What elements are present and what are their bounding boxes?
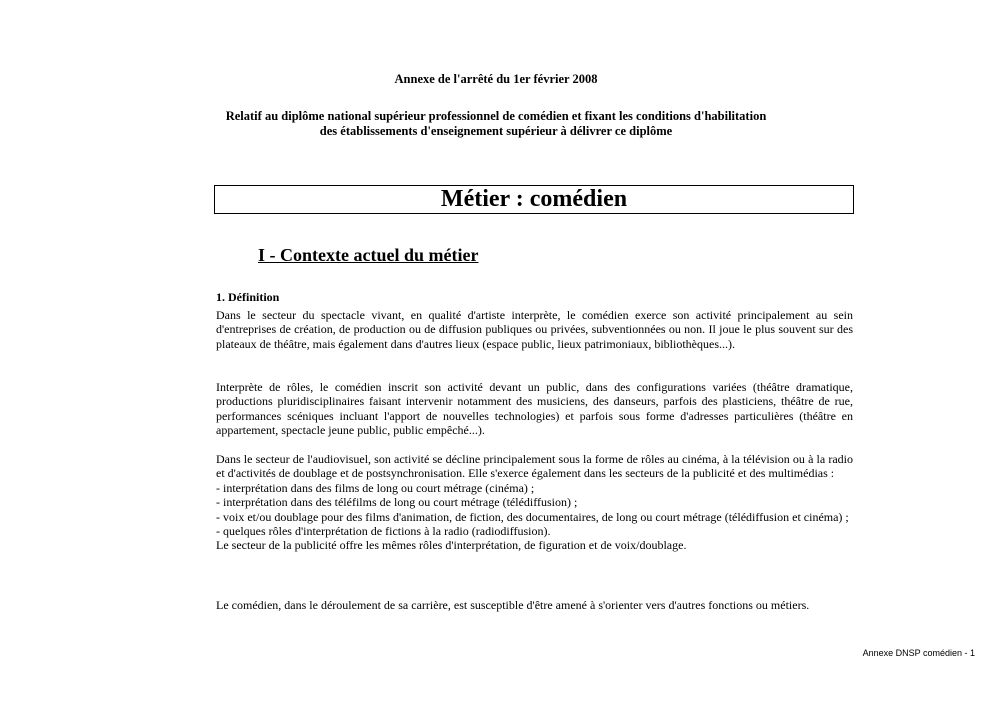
list-item: - interprétation dans des téléfilms de long ou court métrage (télédiffusion) ; <box>216 495 578 510</box>
annexe-title: Annexe de l'arrêté du 1er février 2008 <box>394 72 598 86</box>
list-item: - interprétation dans des films de long ou court métrage (cinéma) ; <box>216 480 535 495</box>
paragraph-intro: Dans le secteur de l'audiovisuel, son activité se décline principalement sous la forme de rôles au cinéma, à la télévision ou à la radio et d'activités de doublage et de postsynchronisation. Elle s'exerce également dans les secteurs de la publicité et des multimédias : <box>216 452 853 481</box>
relatif-line-1: Relatif au diplôme national supérieur professionnel de comédien et fixant les conditions d'habilitation <box>225 109 767 123</box>
metier-title-box <box>214 185 854 214</box>
paragraph-outro: Le secteur de la publicité offre les mêmes rôles d'interprétation, de figuration et de voix/doublage. <box>216 538 687 553</box>
paragraph-spectacle-vivant <box>216 308 853 351</box>
paragraph-text: Le comédien, dans le déroulement de sa carrière, est susceptible d'être amené à s'orienter vers d'autres fonctions ou métiers. <box>216 598 810 612</box>
relatif-heading <box>150 109 842 139</box>
paragraph-interprete-de-roles <box>216 380 853 438</box>
paragraph-audiovisuel <box>216 452 853 553</box>
relatif-line-2: des établissements d'enseignement supérieur à délivrer ce diplôme <box>319 124 673 138</box>
paragraph-carriere <box>216 598 853 612</box>
definition-subheading: 1. Définition <box>216 290 280 304</box>
page-footer: Annexe DNSP comédien - 1 <box>862 648 975 658</box>
paragraph-text: Dans le secteur du spectacle vivant, en qualité d'artiste interprète, le comédien exerce son activité principalement au sein d'entreprises de création, de production ou de diffusion publiques ou privées, subventionnées ou non. Il joue le plus souvent sur des plateaux de théâtre, mais également dans d'autres lieux (espace public, lieux patrimoniaux, bibliothèques...). <box>216 308 853 351</box>
list-item: - voix et/ou doublage pour des films d'animation, de fiction, des documentaires, de long ou court métrage (télédiffusion et cinéma) ; <box>216 509 849 524</box>
paragraph-text: Interprète de rôles, le comédien inscrit son activité devant un public, dans des configurations variées (théâtre dramatique, productions pluridisciplinaires faisant intervenir notamment des musiciens, des danseurs, parfois des plasticiens, théâtre de rue, performances scéniques incluant l'apport de nouvelles technologies) et parfois sous forme d'adresses particulières (théâtre en appartement, spectacle jeune public, public empêché...). <box>216 380 853 438</box>
section-heading: I - Contexte actuel du métier <box>258 245 479 265</box>
metier-title: Métier : comédien <box>440 186 628 212</box>
list-item: - quelques rôles d'interprétation de fictions à la radio (radiodiffusion). <box>216 524 551 539</box>
